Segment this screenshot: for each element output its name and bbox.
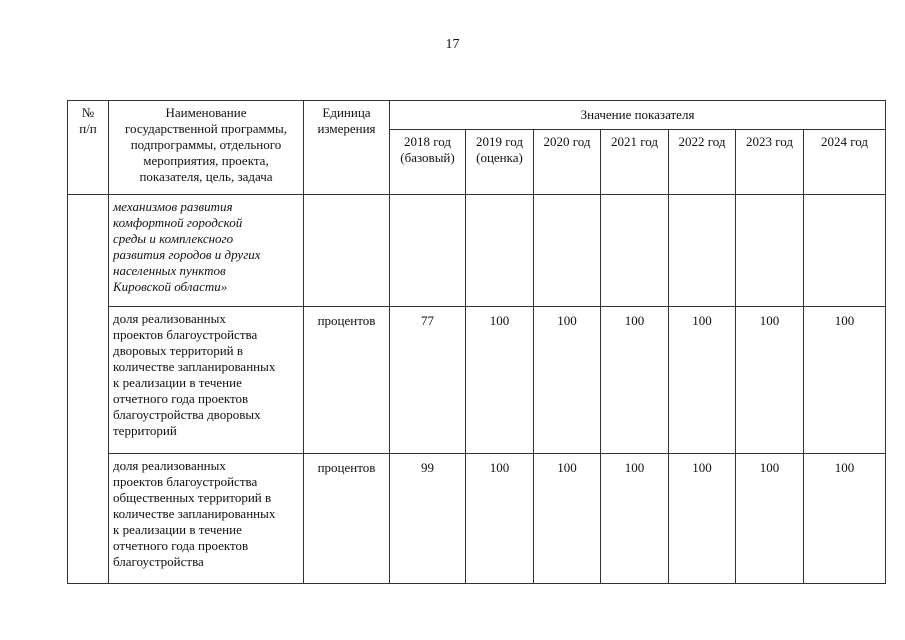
row-name-text: доля реализованных проектов благоустройства дворовых территорий в количестве запланированных к реализации в течение отчетного года проектов благоустройства дворовых территорий bbox=[113, 311, 276, 438]
header-num bbox=[68, 101, 109, 195]
header-year bbox=[466, 130, 534, 195]
row-value: 100 bbox=[601, 307, 669, 454]
header-year bbox=[534, 130, 601, 195]
row-name-text: доля реализованных проектов благоустройства общественных территорий в количестве запланированных к реализации в течение отчетного года проектов благоустройства bbox=[113, 458, 276, 569]
header-year-text: 2024 год bbox=[821, 134, 869, 149]
header-year-text: 2019 год (оценка) bbox=[476, 134, 523, 165]
header-year-text: 2018 год (базовый) bbox=[400, 134, 455, 165]
row-name-text: механизмов развития комфортной городской среды и комплексного развития городов и других населенных пунктов Кировской области» bbox=[113, 199, 261, 294]
header-num-text: № п/п bbox=[79, 105, 97, 136]
row-value: 100 bbox=[534, 454, 601, 584]
row-num-cell bbox=[68, 195, 109, 584]
row-value bbox=[601, 195, 669, 307]
row-value: 100 bbox=[804, 454, 886, 584]
header-year bbox=[669, 130, 736, 195]
header-year bbox=[736, 130, 804, 195]
header-unit bbox=[304, 101, 390, 195]
row-value: 100 bbox=[466, 307, 534, 454]
header-name bbox=[109, 101, 304, 195]
table-row bbox=[68, 454, 886, 584]
row-value: 100 bbox=[601, 454, 669, 584]
row-name bbox=[109, 195, 304, 307]
header-year bbox=[390, 130, 466, 195]
header-year-text: 2021 год bbox=[611, 134, 658, 149]
row-value bbox=[736, 195, 804, 307]
table-row bbox=[68, 195, 886, 307]
row-unit bbox=[304, 195, 390, 307]
row-value: 100 bbox=[736, 454, 804, 584]
header-value: Значение показателя bbox=[390, 101, 886, 130]
row-value bbox=[534, 195, 601, 307]
row-value bbox=[669, 195, 736, 307]
row-value: 99 bbox=[390, 454, 466, 584]
row-value bbox=[390, 195, 466, 307]
table-row bbox=[68, 307, 886, 454]
row-name bbox=[109, 454, 304, 584]
header-unit-text: Единица измерения bbox=[317, 105, 376, 136]
header-year-text: 2022 год bbox=[678, 134, 726, 149]
row-value: 100 bbox=[669, 454, 736, 584]
row-value: 100 bbox=[736, 307, 804, 454]
header-year-text: 2023 год bbox=[746, 134, 793, 149]
row-value: 100 bbox=[466, 454, 534, 584]
row-name bbox=[109, 307, 304, 454]
header-year bbox=[601, 130, 669, 195]
header-row-top bbox=[68, 101, 886, 130]
row-value: 77 bbox=[390, 307, 466, 454]
row-value: 100 bbox=[534, 307, 601, 454]
row-value: 100 bbox=[804, 307, 886, 454]
row-unit: процентов bbox=[304, 307, 390, 454]
row-unit: процентов bbox=[304, 454, 390, 584]
header-name-text: Наименование государственной программы, подпрограммы, отдельного мероприятия, проекта, показателя, цель, задача bbox=[125, 105, 287, 184]
header-year bbox=[804, 130, 886, 195]
header-year-text: 2020 год bbox=[543, 134, 591, 149]
page-number: 17 bbox=[445, 37, 460, 52]
row-value: 100 bbox=[669, 307, 736, 454]
indicator-table bbox=[67, 100, 886, 584]
row-value bbox=[466, 195, 534, 307]
row-value bbox=[804, 195, 886, 307]
